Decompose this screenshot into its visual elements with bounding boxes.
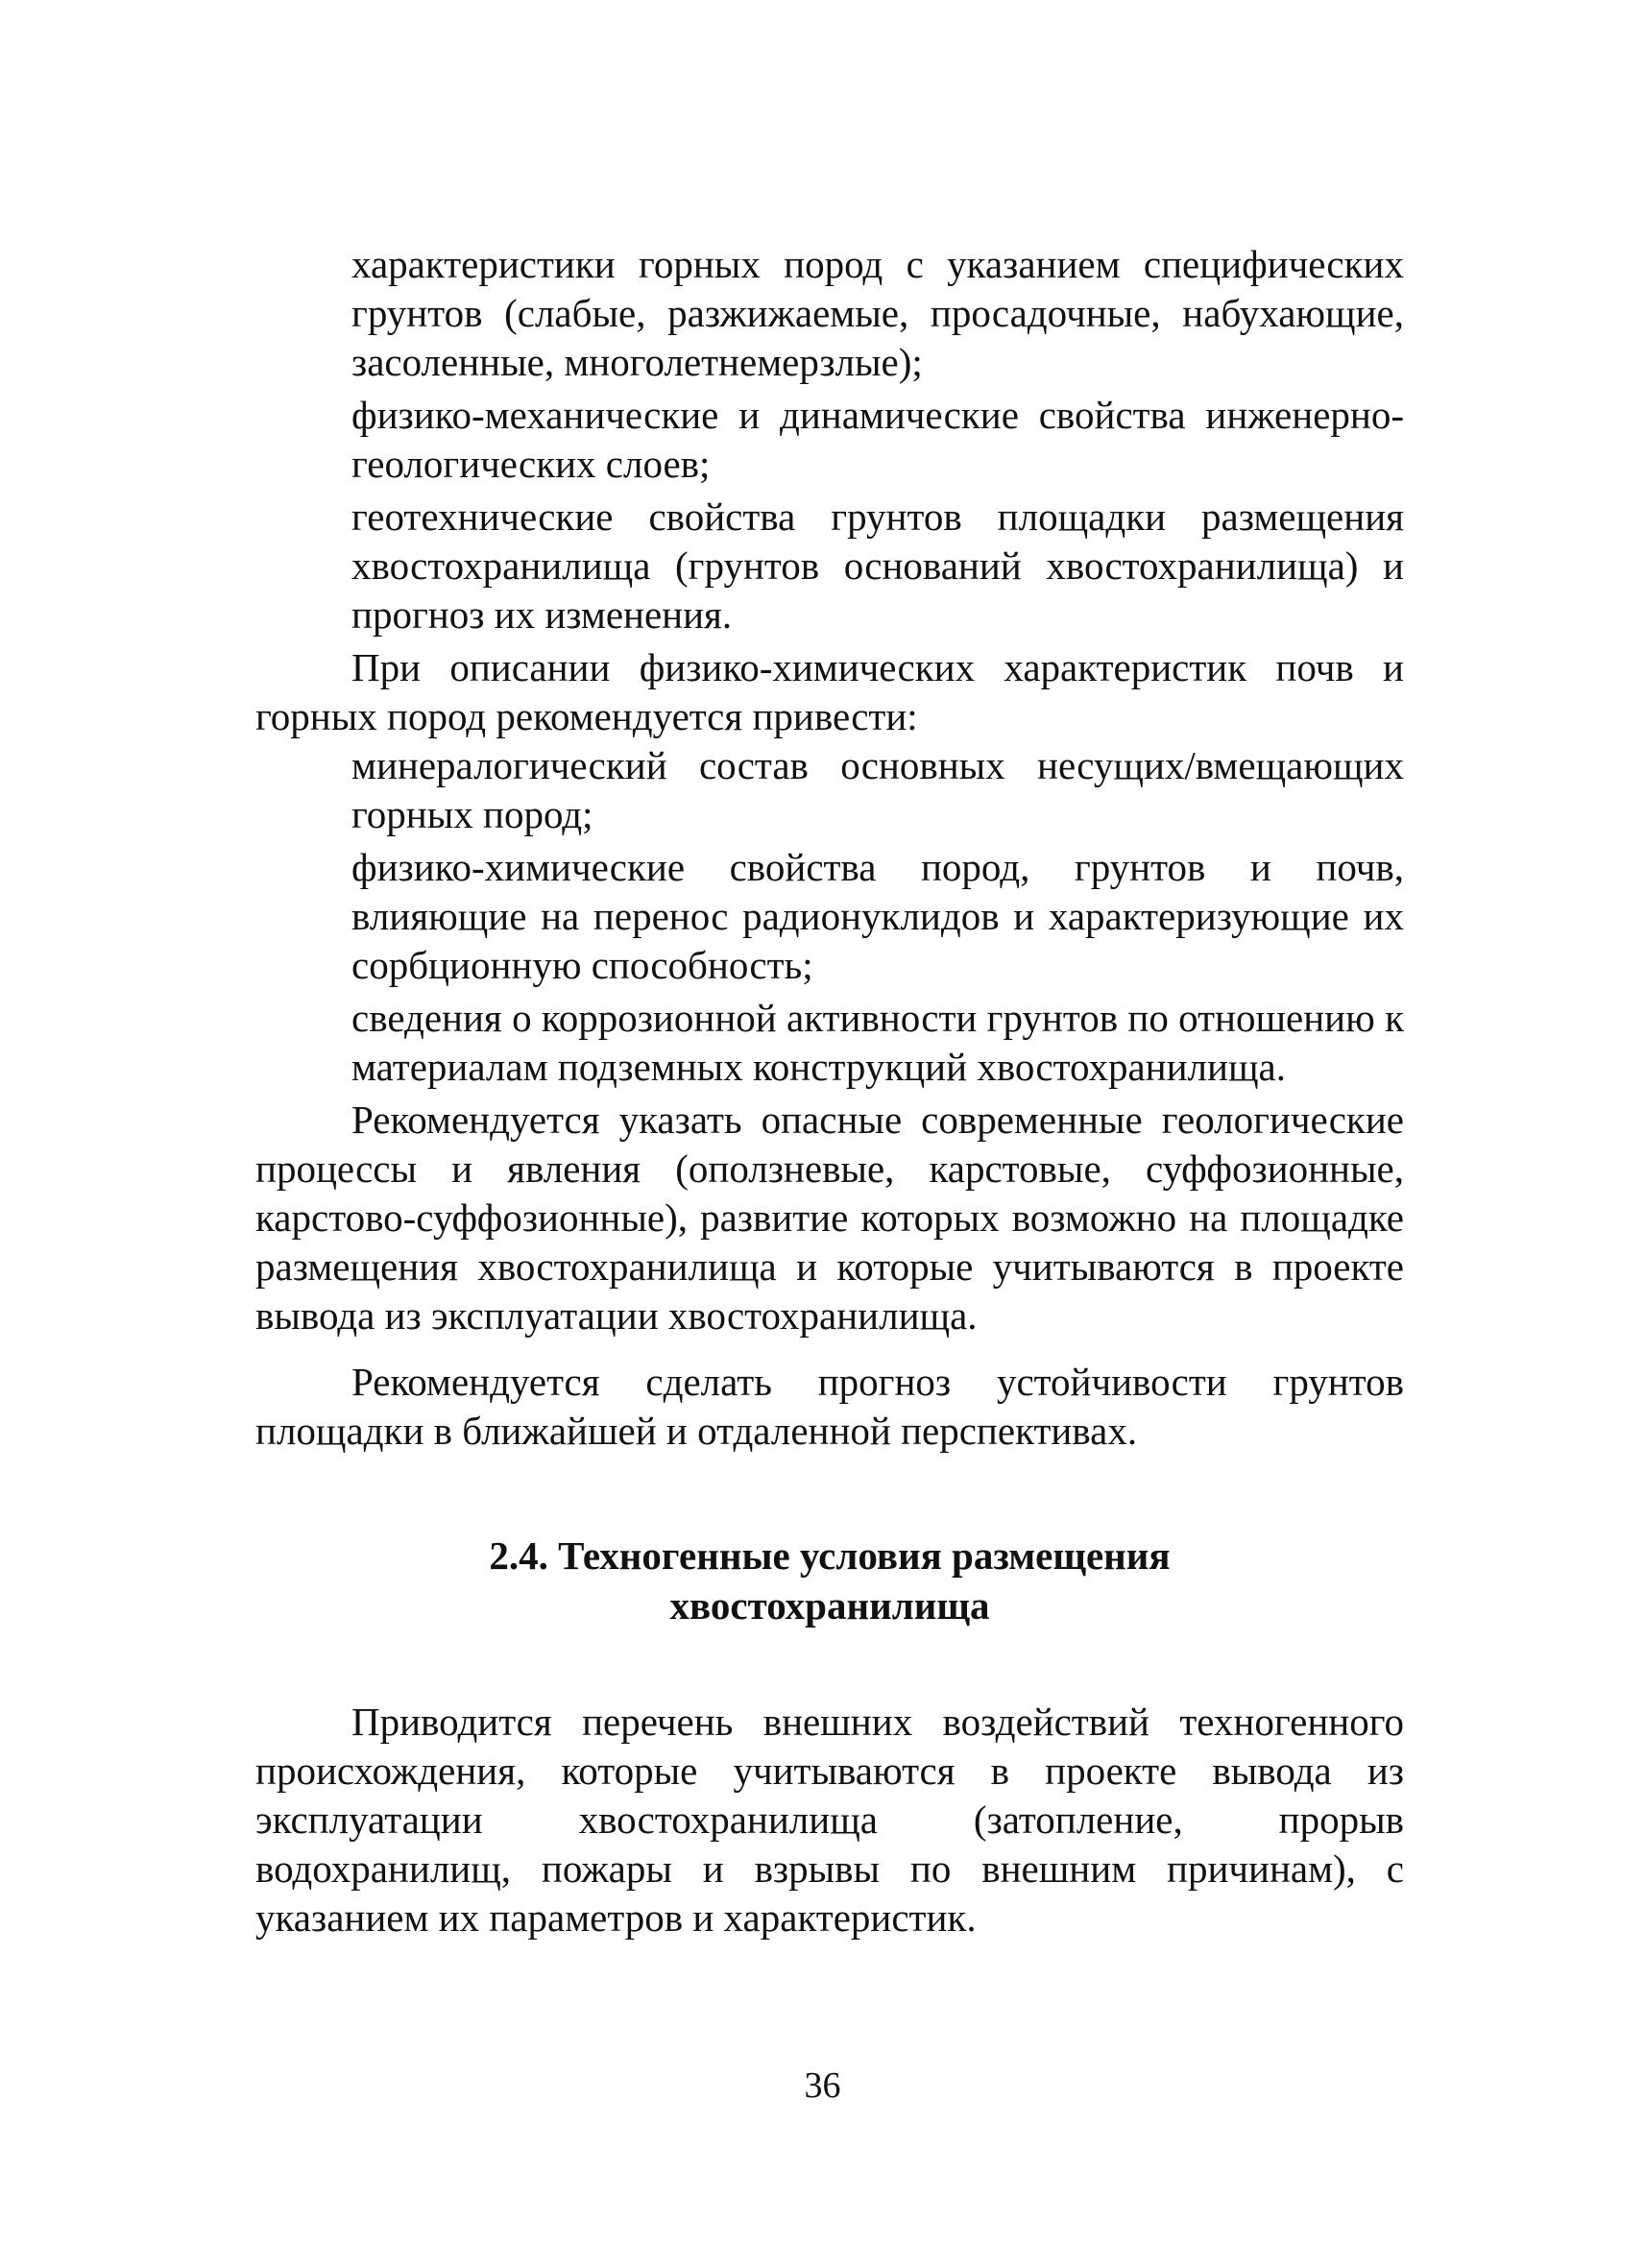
list-item-corrosion-activity: сведения о коррозионной активности грунтов по отношению к материалам подземных конструкций хвостохранилища. — [351, 996, 1404, 1089]
list-item-geotech-properties: геотехнические свойства грунтов площадки размещения хвостохранилища (грунтов оснований хвостохранилища) и прогноз их изменения. — [351, 495, 1404, 637]
section-heading-line-2: хвостохранилища — [669, 1583, 990, 1628]
page-body — [255, 240, 1404, 1942]
paragraph-physchem-intro: При описании физико-химических характеристик почв и горных пород рекомендуется привести: — [255, 645, 1404, 738]
list-item-physmech-properties: физико-механические и динамические свойства инженерно-геологических слоев; — [351, 393, 1404, 486]
section-heading — [255, 1531, 1404, 1630]
page-number: 36 — [804, 2065, 841, 2106]
paragraph-stability-forecast: Рекомендуется сделать прогноз устойчивости грунтов площадки в ближайшей и отдаленной перспективах. — [255, 1360, 1404, 1453]
list-item-rock-characteristics: характеристики горных пород с указанием специфических грунтов (слабые, разжижаемые, просадочные, набухающие, засоленные, многолетнемерзлые); — [351, 242, 1404, 384]
paragraph-technogenic-impacts: Приводится перечень внешних воздействий техногенного происхождения, которые учитываются в проекте вывода из эксплуатации хвостохранилища (затопление, прорыв водохранилищ, пожары и взрывы по внешним причинам), с указанием их параметров и характеристик. — [255, 1700, 1404, 1940]
list-item-mineral-composition: минералогический состав основных несущих/вмещающих горных пород; — [351, 743, 1404, 836]
section-heading-line-1: 2.4. Техногенные условия размещения — [489, 1533, 1171, 1578]
paragraph-geological-hazards: Рекомендуется указать опасные современные геологические процессы и явления (оползневые, карстовые, суффозионные, карстово-суффозионные), развитие которых возможно на площадке размещения хвостохранилища и которые учитываются в проекте вывода из эксплуатации хвостохранилища. — [255, 1098, 1404, 1338]
list-item-physchem-properties: физико-химические свойства пород, грунтов и почв, влияющие на перенос радионуклидов и характеризующие их сорбционную способность; — [351, 845, 1404, 987]
